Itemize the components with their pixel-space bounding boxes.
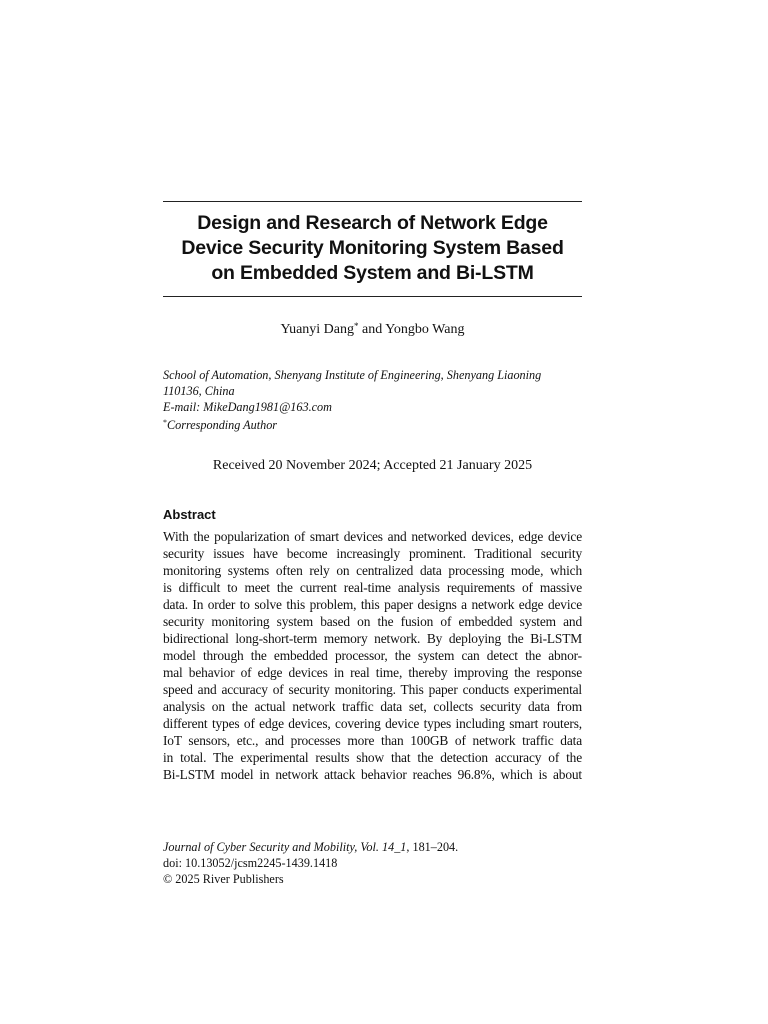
title-bottom-rule (163, 296, 582, 297)
corresponding-author-note (163, 415, 593, 433)
author-name: Yuanyi Dang (280, 322, 355, 337)
issue-separator: _ (394, 840, 401, 854)
affiliation-line: 110136, China (163, 384, 235, 398)
abstract-line: analysis on the actual network traffic data set, collects security data from (163, 699, 582, 714)
doi: doi: 10.13052/jcsm2245-1439.1418 (163, 856, 338, 870)
affiliation-block (163, 367, 593, 433)
abstract-line: model through the embedded processor, the system can detect the abnor- (163, 648, 582, 663)
received-accepted-dates: Received 20 November 2024; Accepted 21 January 2025 (212, 458, 533, 473)
page-range: , 181–204. (406, 840, 459, 854)
title-top-rule (163, 201, 582, 202)
abstract-line: IoT sensors, etc., and processes more than 100GB of network traffic data (163, 733, 582, 748)
abstract-heading: Abstract (163, 507, 216, 522)
abstract-line: speed and accuracy of security monitoring. This paper conducts experimental (163, 682, 582, 697)
corresponding-note-mark: * (163, 418, 167, 427)
author-name: Yongbo Wang (385, 322, 465, 337)
author-list (163, 317, 582, 339)
abstract-line: data. In order to solve this problem, this paper designs a network edge device (163, 597, 582, 612)
abstract-line: bidirectional long-short-term memory network. By deploying the Bi-LSTM (163, 631, 582, 646)
abstract-line: is difficult to meet the current real-time analysis requirements of massive (163, 580, 582, 595)
corresponding-note-text: Corresponding Author (167, 418, 278, 432)
abstract-body (163, 528, 582, 783)
abstract-line: security issues have become increasingly prominent. Traditional security (163, 546, 582, 561)
affiliation-line: School of Automation, Shenyang Institute of Engineering, Shenyang Liaoning (163, 368, 542, 382)
abstract-line: With the popularization of smart devices and networked devices, edge device (163, 529, 582, 544)
copyright: © 2025 River Publishers (163, 872, 284, 886)
abstract-line: monitoring systems often rely on centralized data processing mode, which (163, 563, 582, 578)
title-line: Device Security Monitoring System Based (181, 237, 564, 259)
author-email: E-mail: MikeDang1981@163.com (163, 400, 332, 414)
abstract-line: in total. The experimental results show that the detection accuracy of the (163, 750, 582, 765)
journal-issue: 1 (400, 840, 407, 854)
paper-title (163, 211, 582, 286)
corresponding-author-mark: * (354, 321, 359, 331)
journal-name-volume: Journal of Cyber Security and Mobility, Vol. 14 (163, 840, 395, 854)
abstract-line: different types of edge devices, covering device types including smart routers, (163, 716, 582, 731)
abstract-line: Bi-LSTM model in network attack behavior reaches 96.8%, which is about (163, 767, 582, 782)
title-line: Design and Research of Network Edge (197, 212, 548, 234)
title-line: on Embedded System and Bi-LSTM (211, 262, 534, 284)
author-connector: and (358, 322, 386, 337)
abstract-line: mal behavior of edge devices in real time, thereby improving the response (163, 665, 582, 680)
abstract-line: security monitoring system based on the fusion of embedded system and (163, 614, 582, 629)
journal-citation (163, 839, 583, 855)
publication-footer (163, 839, 583, 887)
